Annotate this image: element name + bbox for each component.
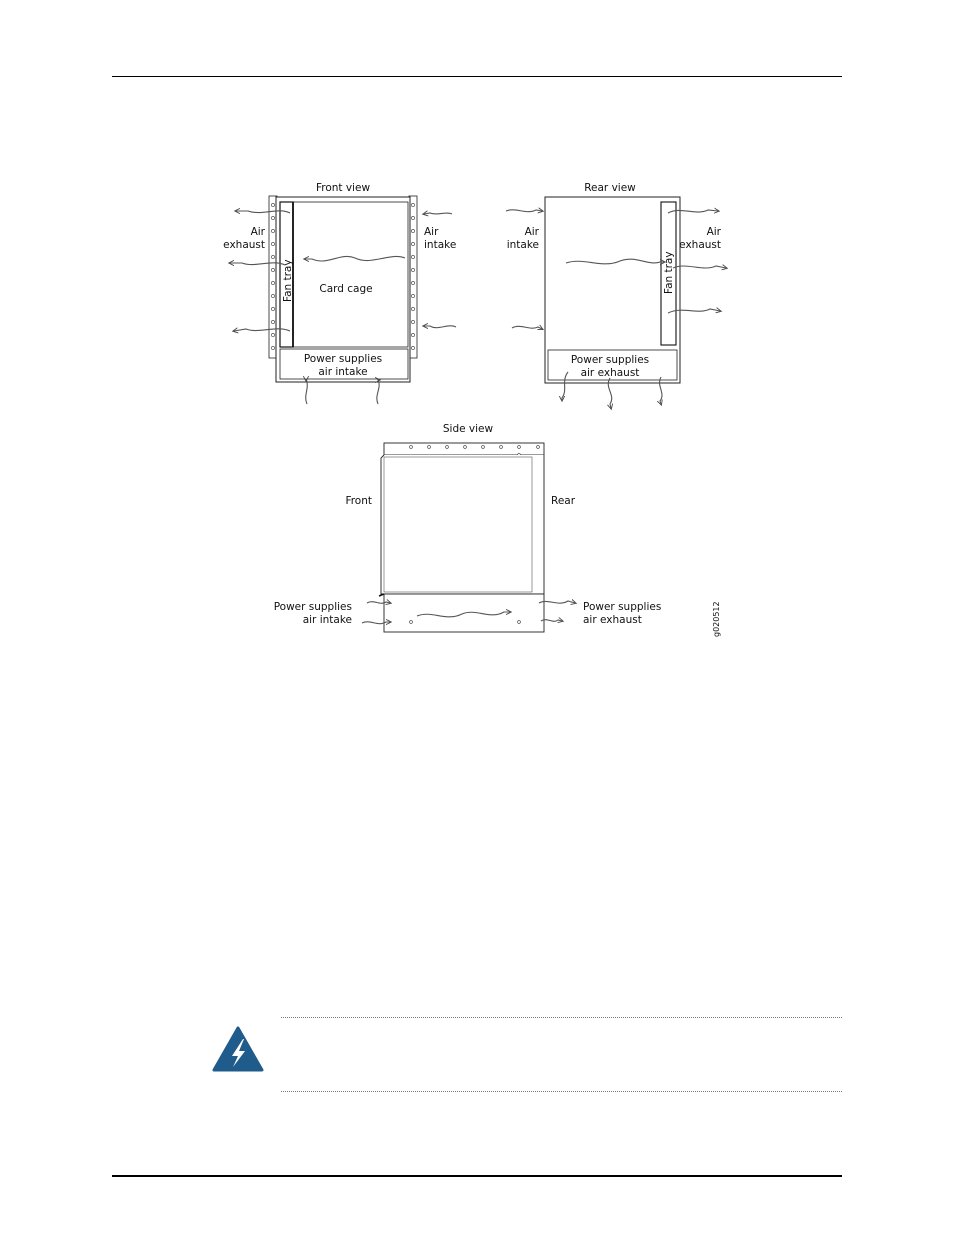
rear-fan-tray-label: Fan tray bbox=[663, 251, 675, 294]
footer-rule bbox=[112, 1175, 842, 1177]
warning-bottom-rule bbox=[281, 1091, 842, 1092]
front-ps-label-2: air intake bbox=[318, 366, 368, 378]
warning-lightning-icon bbox=[212, 1025, 264, 1073]
side-view-title: Side view bbox=[442, 423, 494, 435]
rear-ps-label-1: Power supplies bbox=[570, 354, 650, 366]
front-air-exhaust-label-1: Air bbox=[250, 226, 265, 238]
rear-air-intake-label-1: Air bbox=[524, 226, 539, 238]
card-cage-label: Card cage bbox=[319, 283, 373, 295]
figure-id-label: g020512 bbox=[712, 601, 721, 637]
rear-air-exhaust-label-2: exhaust bbox=[679, 239, 721, 251]
rear-ps-label-2: air exhaust bbox=[580, 367, 640, 379]
side-ps-exhaust-label-1: Power supplies bbox=[583, 601, 662, 613]
rear-view bbox=[506, 182, 726, 408]
front-view-title: Front view bbox=[315, 182, 371, 194]
front-air-exhaust-label-2: exhaust bbox=[223, 239, 265, 251]
side-ps-exhaust-label-2: air exhaust bbox=[583, 614, 642, 626]
rear-air-exhaust-label-1: Air bbox=[706, 226, 721, 238]
rear-view-title: Rear view bbox=[584, 182, 636, 194]
front-air-intake-label-2: intake bbox=[424, 239, 457, 251]
side-front-label: Front bbox=[345, 495, 372, 507]
side-ps-intake-label-1: Power supplies bbox=[273, 601, 352, 613]
front-view bbox=[223, 182, 456, 404]
front-fan-tray-label: Fan tray bbox=[282, 259, 294, 302]
side-ps-intake-label-2: air intake bbox=[302, 614, 352, 626]
front-ps-label-1: Power supplies bbox=[303, 353, 383, 365]
side-rear-label: Rear bbox=[551, 495, 576, 507]
front-air-intake-label-1: Air bbox=[424, 226, 439, 238]
rear-air-intake-label-2: intake bbox=[506, 239, 539, 251]
warning-top-rule bbox=[281, 1017, 842, 1018]
side-view bbox=[274, 423, 662, 632]
